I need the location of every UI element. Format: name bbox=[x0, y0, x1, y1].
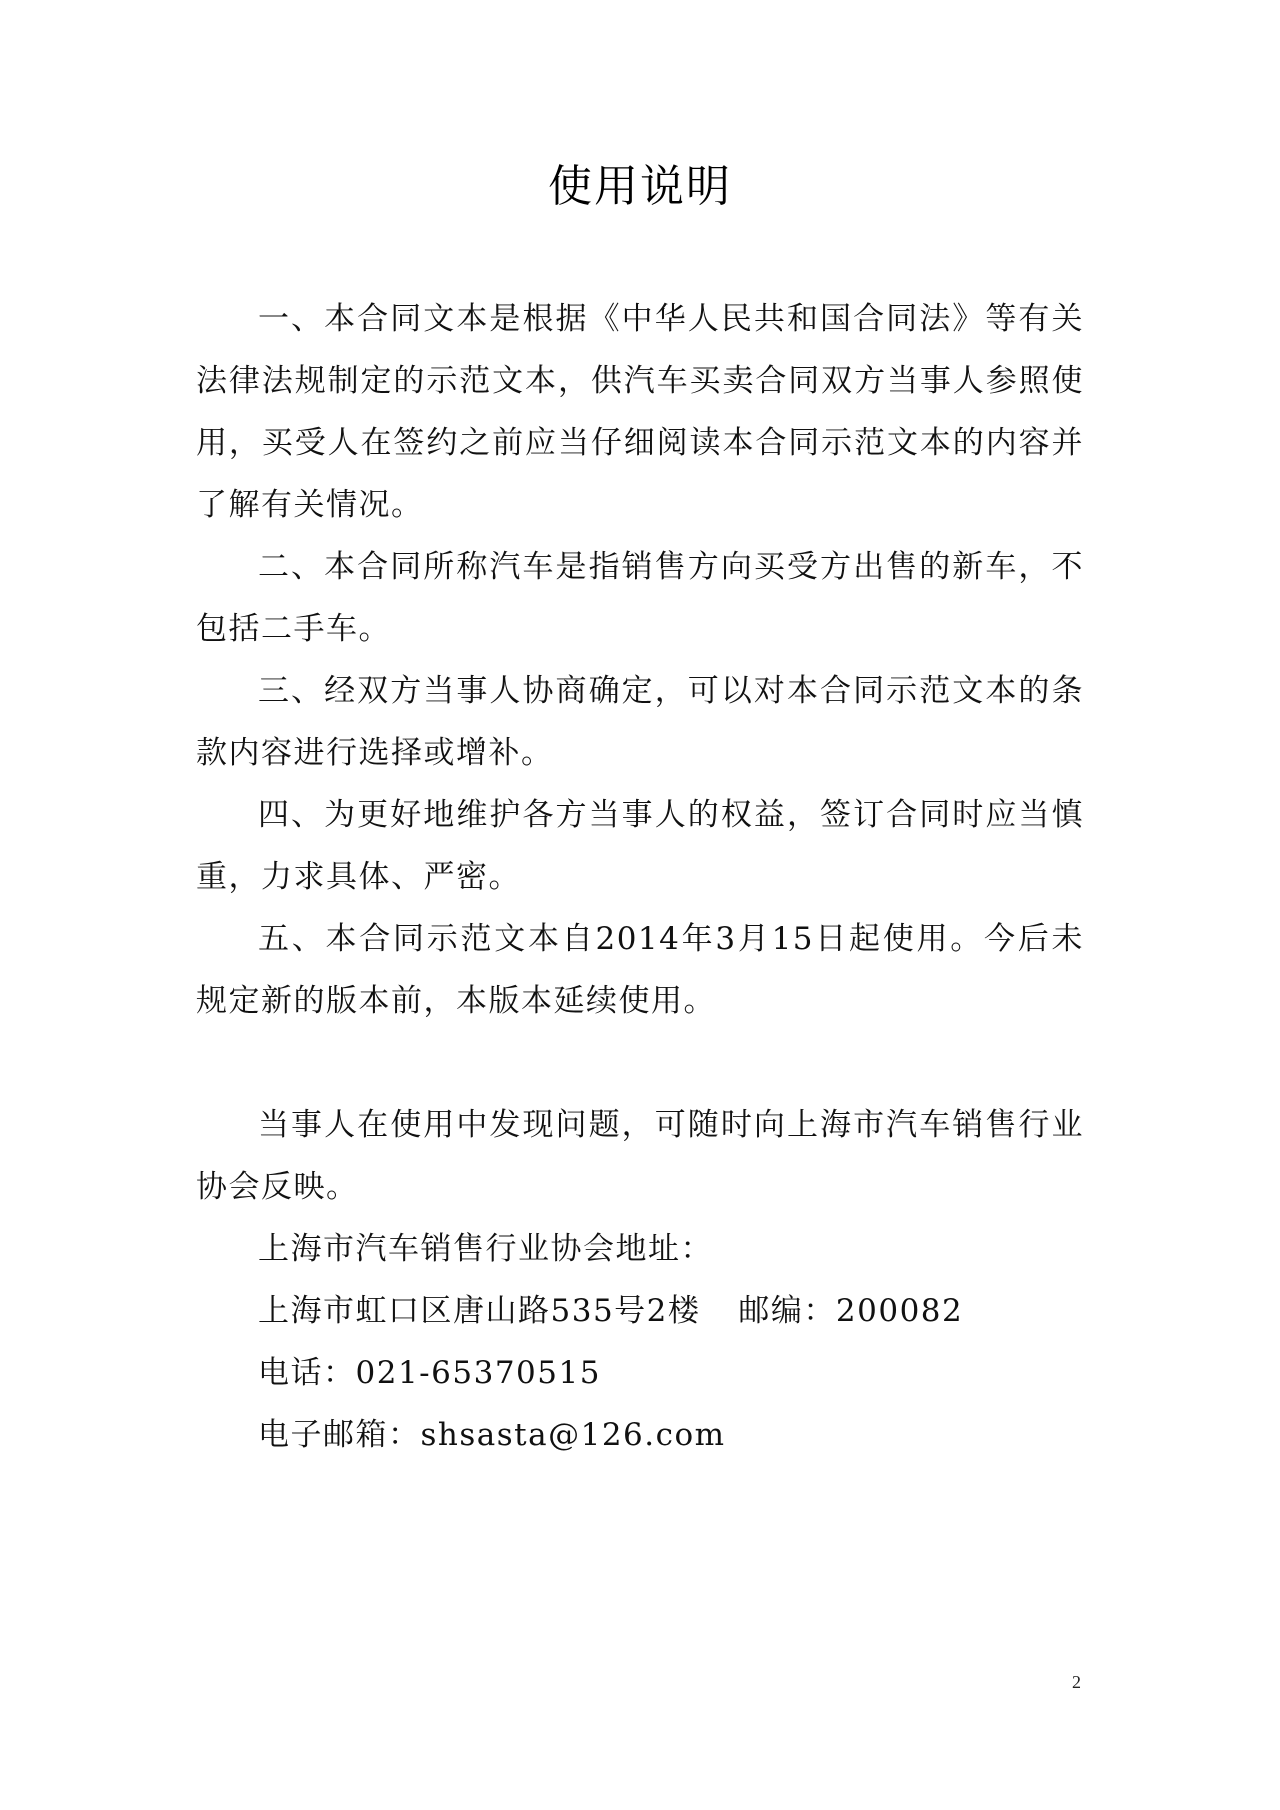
phone-value: 021-65370515 bbox=[355, 1355, 601, 1391]
feedback-block bbox=[196, 1094, 1084, 1218]
section-1-paragraph: 一、本合同文本是根据《中华人民共和国合同法》等有关法律法规制定的示范文本，供汽车买卖合同双方当事人参照使用，买受人在签约之前应当仔细阅读本合同示范文本的内容并了解有关情况。 bbox=[196, 301, 1084, 523]
address-label: 上海市汽车销售行业协会地址： bbox=[258, 1231, 713, 1267]
section-3-paragraph: 三、经双方当事人协商确定，可以对本合同示范文本的条款内容进行选择或增补。 bbox=[196, 673, 1084, 771]
postcode-value: 200082 bbox=[835, 1293, 964, 1329]
section-5-paragraph: 五、本合同示范文本自2014年3月15日起使用。今后未规定新的版本前，本版本延续使用。 bbox=[196, 921, 1084, 1019]
feedback-note: 当事人在使用中发现问题，可随时向上海市汽车销售行业协会反映。 bbox=[196, 1107, 1084, 1205]
section-2-paragraph: 二、本合同所称汽车是指销售方向买受方出售的新车，不包括二手车。 bbox=[196, 549, 1084, 647]
phone-line bbox=[196, 1342, 1084, 1404]
email-value: shsasta@126.com bbox=[420, 1417, 726, 1453]
page-title: 使用说明 bbox=[548, 161, 732, 212]
email-line bbox=[196, 1404, 1084, 1466]
address-value: 上海市虹口区唐山路535号2楼 bbox=[258, 1293, 701, 1329]
contact-block bbox=[196, 1218, 1084, 1466]
address-line bbox=[196, 1280, 1084, 1342]
phone-label: 电话： bbox=[258, 1355, 356, 1391]
instructions-body bbox=[196, 288, 1084, 1032]
page-number: 2 bbox=[1072, 1672, 1081, 1692]
section-4-paragraph: 四、为更好地维护各方当事人的权益，签订合同时应当慎重，力求具体、严密。 bbox=[196, 797, 1084, 895]
email-label: 电子邮箱： bbox=[258, 1417, 421, 1453]
postcode-label: 邮编： bbox=[738, 1293, 836, 1329]
